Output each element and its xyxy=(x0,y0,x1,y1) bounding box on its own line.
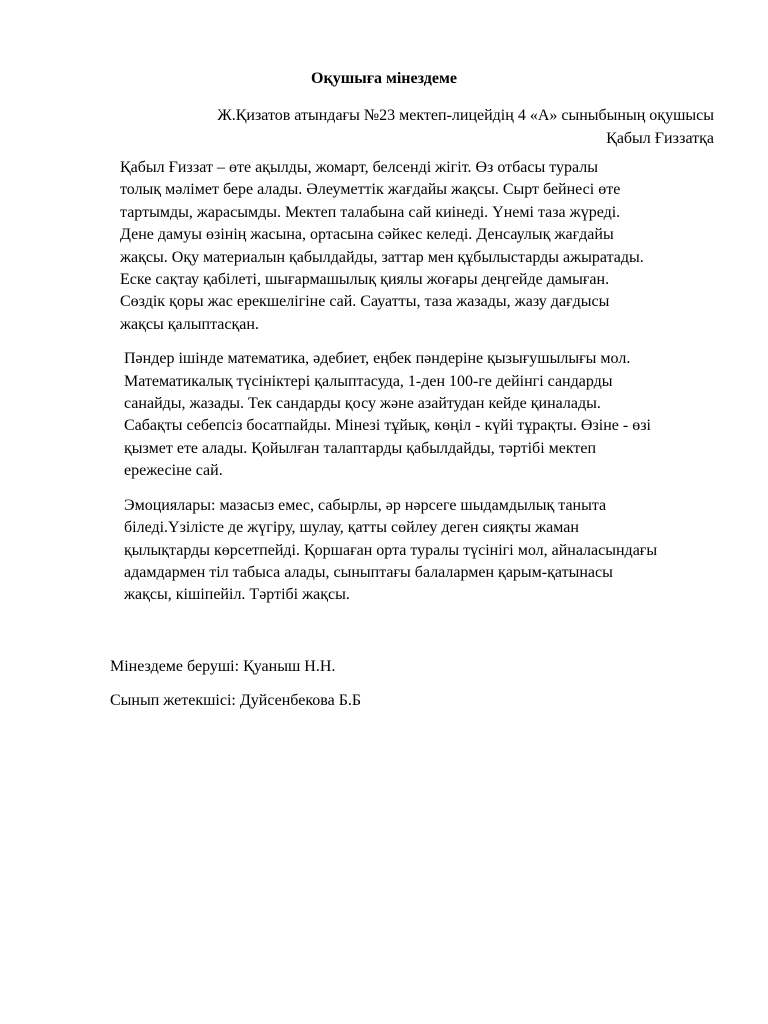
paragraph-general xyxy=(110,157,730,336)
addressee-block xyxy=(94,104,714,150)
text-line: Қабыл Ғиззат – өте ақылды, жомарт, белсенді жігіт. Өз отбасы туралы xyxy=(120,159,598,176)
text-line: жақсы, кішіпейіл. Тәртібі жақсы. xyxy=(124,586,350,604)
paragraph-subjects xyxy=(110,348,730,482)
addressee-school-line: Ж.Қизатов атындағы №23 мектеп-лицейдің 4 «А» сыныбының оқушысы xyxy=(217,107,714,124)
text-line: толық мәлімет бере алады. Әлеуметтік жағдайы жақсы. Сырт бейнесі өте xyxy=(120,181,621,199)
text-line: Математикалық түсініктері қалыптасуда, 1-ден 100-ге дейінгі сандарды xyxy=(124,372,613,390)
addressee-student-name: Қабыл Ғиззатқа xyxy=(606,130,714,147)
text-line: Сабақты себепсіз босатпайды. Мінезі тұйық, көңіл - күйі тұрақты. Өзіне - өзі xyxy=(124,417,651,435)
text-line: Пәндер ішінде математика, әдебиет, еңбек пәндеріне қызығушылығы мол. xyxy=(124,350,631,368)
text-line: қызмет ете алады. Қойылған талаптарды қабылдайды, тәртібі мектеп xyxy=(124,439,597,457)
text-line: біледі.Үзілісте де жүгіру, шулау, қатты сөйлеу деген сияқты жаман xyxy=(124,519,579,537)
document-body xyxy=(110,157,730,619)
characterization-giver: Мінездеме беруші: Қуаныш Н.Н. xyxy=(110,658,336,675)
text-line: жақсы қалыптасқан. xyxy=(120,315,259,333)
text-line: Еске сақтау қабілеті, шығармашылық қиялы жоғары деңгейде дамыған. xyxy=(120,271,610,289)
text-line: Дене дамуы өзінің жасына, ортасына сәйкес келеді. Денсаулық жағдайы xyxy=(120,226,614,244)
text-line: ережесіне сай. xyxy=(124,462,223,480)
text-line: Сөздік қоры жас ерекшелігіне сай. Сауатты, таза жазады, жазу дағдысы xyxy=(120,293,610,311)
paragraph-emotions xyxy=(110,495,730,607)
document-title: Оқушыға мінездеме xyxy=(311,70,457,87)
text-line: жақсы. Оқу материалын қабылдайды, заттар мен құбылыстарды ажыратады. xyxy=(120,248,644,266)
text-line: санайды, жазады. Тек сандарды қосу және азайтудан кейде қиналады. xyxy=(124,395,601,413)
text-line: қылықтарды көрсетпейді. Қоршаған орта туралы түсінігі мол, айналасындағы xyxy=(124,541,658,559)
text-line: адамдармен тіл табыса алады, сыныптағы балалармен қарым-қатынасы xyxy=(124,563,613,581)
signature-block xyxy=(110,656,361,712)
text-line: Эмоциялары: мазасыз емес, сабырлы, әр нәрсеге шыдамдылық таныта xyxy=(124,496,607,514)
text-line: тартымды, жарасымды. Мектеп талабына сай киінеді. Үнемі таза жүреді. xyxy=(120,203,621,221)
class-teacher: Сынып жетекшісі: Дуйсенбекова Б.Б xyxy=(110,692,362,709)
